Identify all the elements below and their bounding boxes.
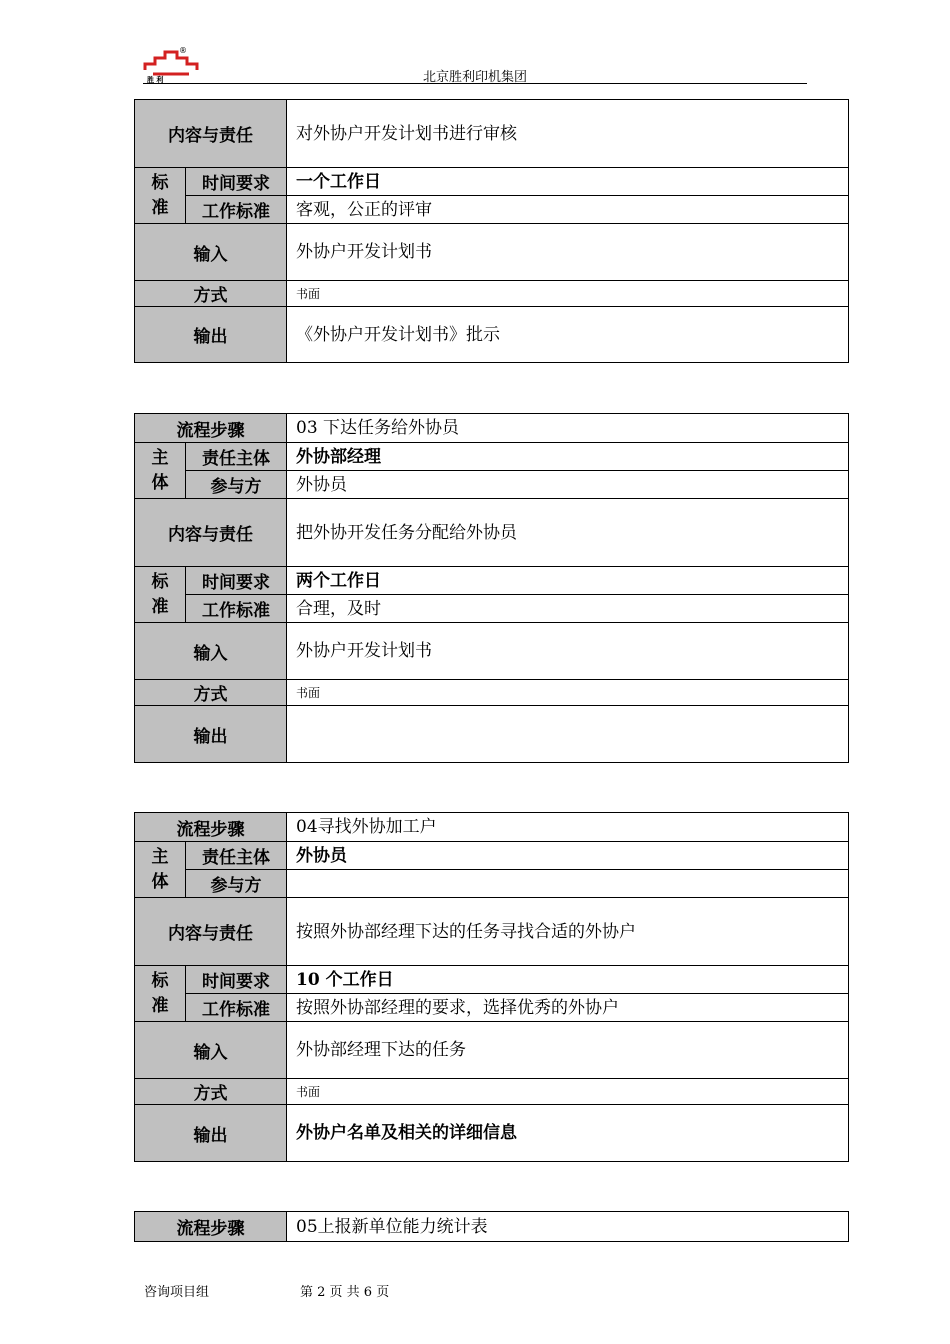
process-table-partial	[134, 99, 849, 363]
step-label: 流程步骤	[135, 1212, 287, 1242]
owner-value: 外协员	[287, 842, 849, 870]
footer-page-number: 第 2 页 共 6 页	[300, 1285, 390, 1300]
content-value: 按照外协部经理下达的任务寻找合适的外协户	[287, 898, 849, 966]
content-value: 把外协开发任务分配给外协员	[287, 499, 849, 567]
step-value: 04寻找外协加工户	[287, 813, 849, 842]
owner-label: 责任主体	[186, 443, 287, 471]
time-value: 10 个工作日	[287, 966, 849, 994]
method-label: 方式	[135, 281, 287, 307]
participant-label: 参与方	[186, 870, 287, 898]
owner-label: 责任主体	[186, 842, 287, 870]
input-label: 输入	[135, 1022, 287, 1079]
work-standard-value: 按照外协部经理的要求，选择优秀的外协户	[287, 994, 849, 1022]
time-label: 时间要求	[186, 567, 287, 595]
work-standard-label: 工作标准	[186, 994, 287, 1022]
output-value: 外协户名单及相关的详细信息	[287, 1105, 849, 1162]
content-label: 内容与责任	[135, 100, 287, 168]
process-table-03	[134, 413, 849, 763]
standard-label: 标 准	[135, 966, 186, 1022]
subject-label: 主 体	[135, 842, 186, 898]
output-value: 《外协户开发计划书》批示	[287, 307, 849, 363]
output-label: 输出	[135, 307, 287, 363]
input-label: 输入	[135, 623, 287, 680]
footer-group: 咨询项目组	[144, 1285, 210, 1300]
method-value: 书面	[287, 1079, 849, 1105]
method-value: 书面	[287, 680, 849, 706]
work-standard-label: 工作标准	[186, 196, 287, 224]
standard-label: 标 准	[135, 168, 186, 224]
output-label: 输出	[135, 1105, 287, 1162]
step-value: 05上报新单位能力统计表	[287, 1212, 849, 1242]
output-value	[287, 706, 849, 763]
registered-mark: ®	[179, 46, 187, 55]
process-table-05	[134, 1211, 849, 1242]
method-label: 方式	[135, 680, 287, 706]
content-value: 对外协户开发计划书进行审核	[287, 100, 849, 168]
output-label: 输出	[135, 706, 287, 763]
company-name: 北京胜利印机集团	[422, 70, 527, 85]
participant-label: 参与方	[186, 471, 287, 499]
header-rule	[143, 83, 807, 84]
time-label: 时间要求	[186, 966, 287, 994]
step-label: 流程步骤	[135, 813, 287, 842]
step-value: 03 下达任务给外协员	[287, 414, 849, 443]
content-label: 内容与责任	[135, 499, 287, 567]
content-label: 内容与责任	[135, 898, 287, 966]
work-standard-value: 客观，公正的评审	[287, 196, 849, 224]
input-value: 外协户开发计划书	[287, 224, 849, 281]
work-standard-value: 合理，及时	[287, 595, 849, 623]
process-table-04	[134, 812, 849, 1162]
step-label: 流程步骤	[135, 414, 287, 443]
input-label: 输入	[135, 224, 287, 281]
method-label: 方式	[135, 1079, 287, 1105]
method-value: 书面	[287, 281, 849, 307]
time-value: 两个工作日	[287, 567, 849, 595]
owner-value: 外协部经理	[287, 443, 849, 471]
logo-text: 胜 利	[147, 76, 164, 84]
time-label: 时间要求	[186, 168, 287, 196]
input-value: 外协户开发计划书	[287, 623, 849, 680]
participant-value: 外协员	[287, 471, 849, 499]
standard-label: 标 准	[135, 567, 186, 623]
subject-label: 主 体	[135, 443, 186, 499]
time-value: 一个工作日	[287, 168, 849, 196]
work-standard-label: 工作标准	[186, 595, 287, 623]
input-value: 外协部经理下达的任务	[287, 1022, 849, 1079]
participant-value	[287, 870, 849, 898]
page-header	[143, 44, 807, 84]
